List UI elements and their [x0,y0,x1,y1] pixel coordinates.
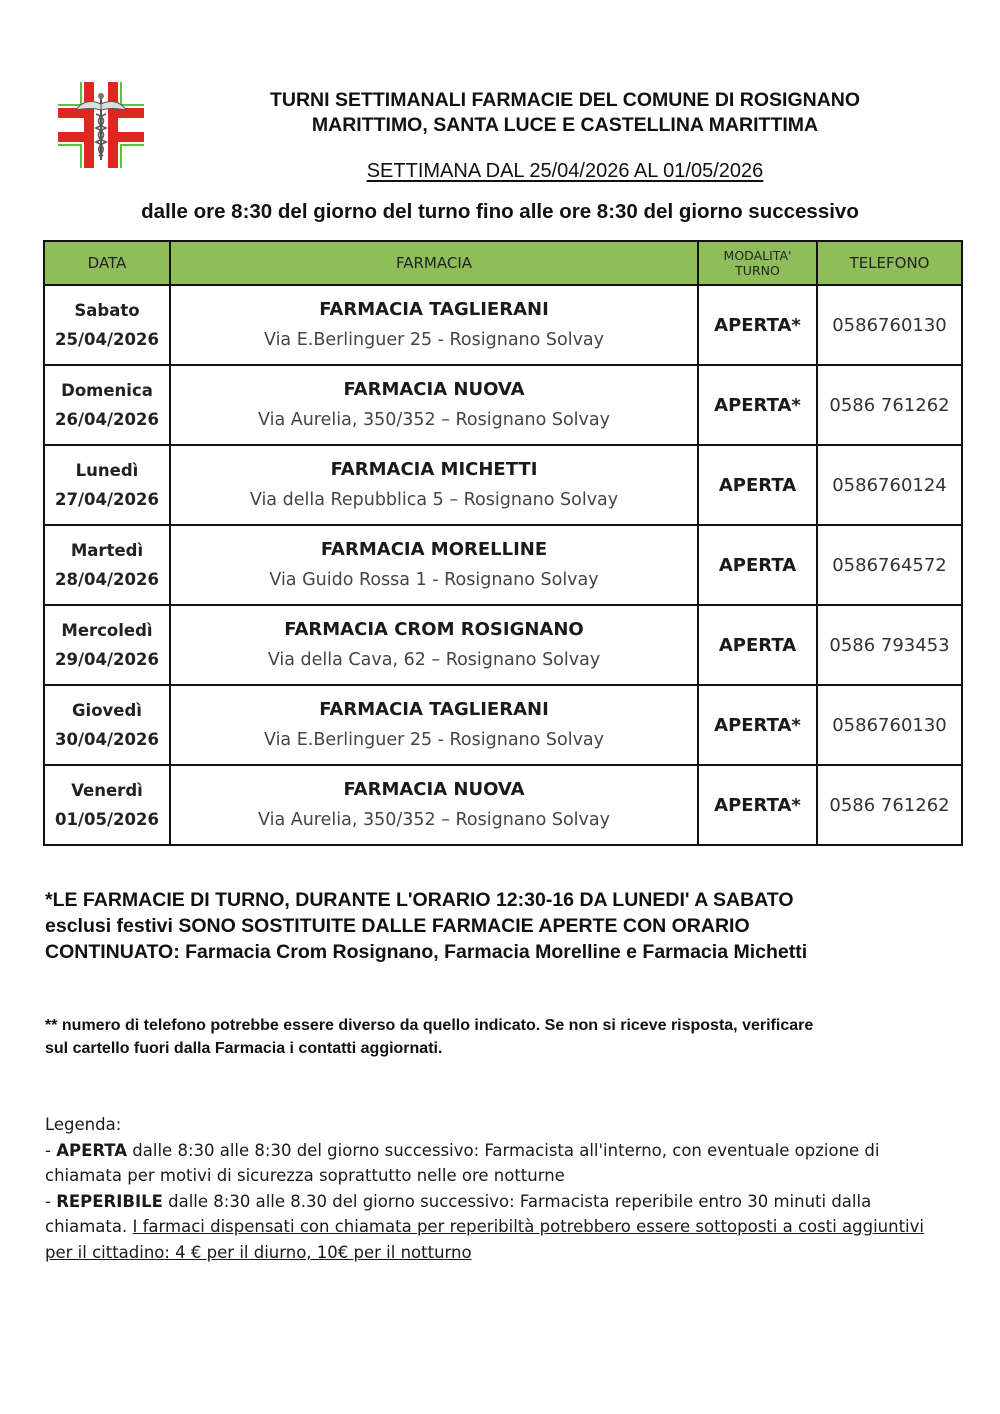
phone-number: 0586760124 [817,445,962,525]
date-cell [44,525,170,605]
pharmacy-address: Via della Repubblica 5 – Rosignano Solvay [249,490,619,510]
column-header-telefono: TELEFONO [817,241,962,285]
pharmacy-name: FARMACIA TAGLIERANI [319,699,549,720]
shift-hours: dalle ore 8:30 del giorno del turno fino alle ore 8:30 del giorno successivo [141,200,859,223]
column-header-modalita-line2: TURNO [735,263,780,278]
date-value: 28/04/2026 [55,570,159,589]
phone-number: 0586 793453 [817,605,962,685]
pharmacy-address: Via Guido Rossa 1 - Rosignano Solvay [269,570,599,590]
note1-line1: *LE FARMACIE DI TURNO, DURANTE L'ORARIO 12:30-16 DA LUNEDI' A SABATO [45,889,794,911]
table-row [44,285,962,365]
legend-aperta-text-2: chiamata per motivi di sicurezza soprattutto nelle ore notturne [45,1166,565,1185]
pharmacy-name: FARMACIA NUOVA [343,379,525,400]
date-cell [44,765,170,845]
legend-aperta [45,1138,965,1164]
table-row [44,605,962,685]
phone-disclaimer-note [45,1014,965,1060]
date-value: 26/04/2026 [55,410,159,429]
legend-title: Legenda: [45,1115,122,1134]
pharmacy-name: FARMACIA CROM ROSIGNANO [284,619,584,640]
legend-cost-note-2: per il cittadino: 4 € per il diurno, 10€ per il notturno [45,1242,472,1262]
day-name: Venerdì [71,781,143,800]
date-value: 29/04/2026 [55,650,159,669]
legend-aperta-label: APERTA [56,1140,128,1160]
schedule-table [43,240,963,846]
legend [45,1112,965,1265]
legend-aperta-prefix: - [45,1140,57,1160]
column-header-data: DATA [44,241,170,285]
pharmacy-address: Via Aurelia, 350/352 – Rosignano Solvay [258,810,610,830]
pharmacy-address: Via Aurelia, 350/352 – Rosignano Solvay [258,410,610,430]
note2-line1: ** numero di telefono potrebbe essere diverso da quello indicato. Se non si riceve risposta, verificare [45,1017,814,1034]
page-title [200,88,930,138]
pharmacy-address: Via E.Berlinguer 25 - Rosignano Solvay [263,330,605,350]
day-name: Mercoledì [61,621,153,640]
date-cell [44,365,170,445]
shift-mode: APERTA [698,525,817,605]
pharmacy-cell [170,605,698,685]
date-value: 30/04/2026 [55,730,159,749]
pharmacy-cell [170,365,698,445]
table-row [44,365,962,445]
legend-cost-note: I farmaci dispensati con chiamata per reperibiltà potrebbero essere sottoposti a costi aggiuntivi [132,1217,924,1236]
note1-line2: esclusi festivi SONO SOSTITUITE DALLE FARMACIE APERTE CON ORARIO [45,915,750,937]
note1-line3: CONTINUATO: Farmacia Crom Rosignano, Farmacia Morelline e Farmacia Michetti [45,941,808,963]
table-row [44,445,962,525]
shift-mode: APERTA [698,445,817,525]
legend-reperibile-text: dalle 8:30 alle 8.30 del giorno successivo: Farmacista reperibile entro 30 minuti dalla [162,1191,872,1211]
week-range-text: SETTIMANA DAL 25/04/2026 AL 01/05/2026 [366,160,764,182]
legend-reperibile-text-2: chiamata. [45,1217,133,1236]
shift-mode: APERTA* [698,285,817,365]
pharmacy-cell [170,685,698,765]
legend-reperibile-label: REPERIBILE [56,1191,163,1211]
date-value: 25/04/2026 [55,330,159,349]
table-row [44,765,962,845]
day-name: Sabato [74,301,140,320]
date-cell [44,685,170,765]
legend-reperibile-line-2 [45,1214,965,1240]
continuous-hours-note [45,887,945,965]
pharmacy-cell [170,765,698,845]
phone-number: 0586764572 [817,525,962,605]
day-name: Domenica [61,381,153,400]
pharmacy-cell [170,445,698,525]
pharmacy-name: FARMACIA MICHETTI [330,459,538,480]
phone-number: 0586 761262 [817,365,962,445]
date-cell [44,285,170,365]
shift-mode: APERTA* [698,685,817,765]
pharmacy-address: Via della Cava, 62 – Rosignano Solvay [267,650,601,670]
day-name: Lunedì [75,461,139,480]
day-name: Giovedì [72,701,142,720]
phone-number: 0586760130 [817,285,962,365]
week-range [200,160,930,183]
column-header-farmacia: FARMACIA [170,241,698,285]
phone-number: 0586760130 [817,685,962,765]
phone-number: 0586 761262 [817,765,962,845]
pharmacy-name: FARMACIA NUOVA [343,779,525,800]
table-header-row [44,241,962,285]
pharmacy-address: Via E.Berlinguer 25 - Rosignano Solvay [263,730,605,750]
column-header-modalita-line1: MODALITA' [723,248,792,263]
table-row [44,525,962,605]
pharmacy-name: FARMACIA MORELLINE [320,539,548,560]
shift-mode: APERTA* [698,365,817,445]
note2-line2: sul cartello fuori dalla Farmacia i contatti aggiornati. [45,1040,443,1057]
title-line-2: MARITTIMO, SANTA LUCE E CASTELLINA MARITTIMA [311,114,819,136]
date-cell [44,605,170,685]
pharmacy-name: FARMACIA TAGLIERANI [319,299,549,320]
shift-mode: APERTA [698,605,817,685]
date-value: 27/04/2026 [55,490,159,509]
date-cell [44,445,170,525]
title-line-1: TURNI SETTIMANALI FARMACIE DEL COMUNE DI ROSIGNANO [269,89,861,111]
legend-reperibile-prefix: - [45,1191,57,1211]
legend-reperibile [45,1189,965,1215]
table-row [44,685,962,765]
legend-aperta-text: dalle 8:30 alle 8:30 del giorno successivo: Farmacista all'interno, con eventuale opzione di [127,1140,880,1160]
pharmacy-cell [170,285,698,365]
day-name: Martedì [70,541,144,560]
date-value: 01/05/2026 [55,810,159,829]
column-header-modalita [698,241,817,285]
pharmacy-cell [170,525,698,605]
shift-mode: APERTA* [698,765,817,845]
pharmacy-cross-caduceus-icon [58,82,144,168]
